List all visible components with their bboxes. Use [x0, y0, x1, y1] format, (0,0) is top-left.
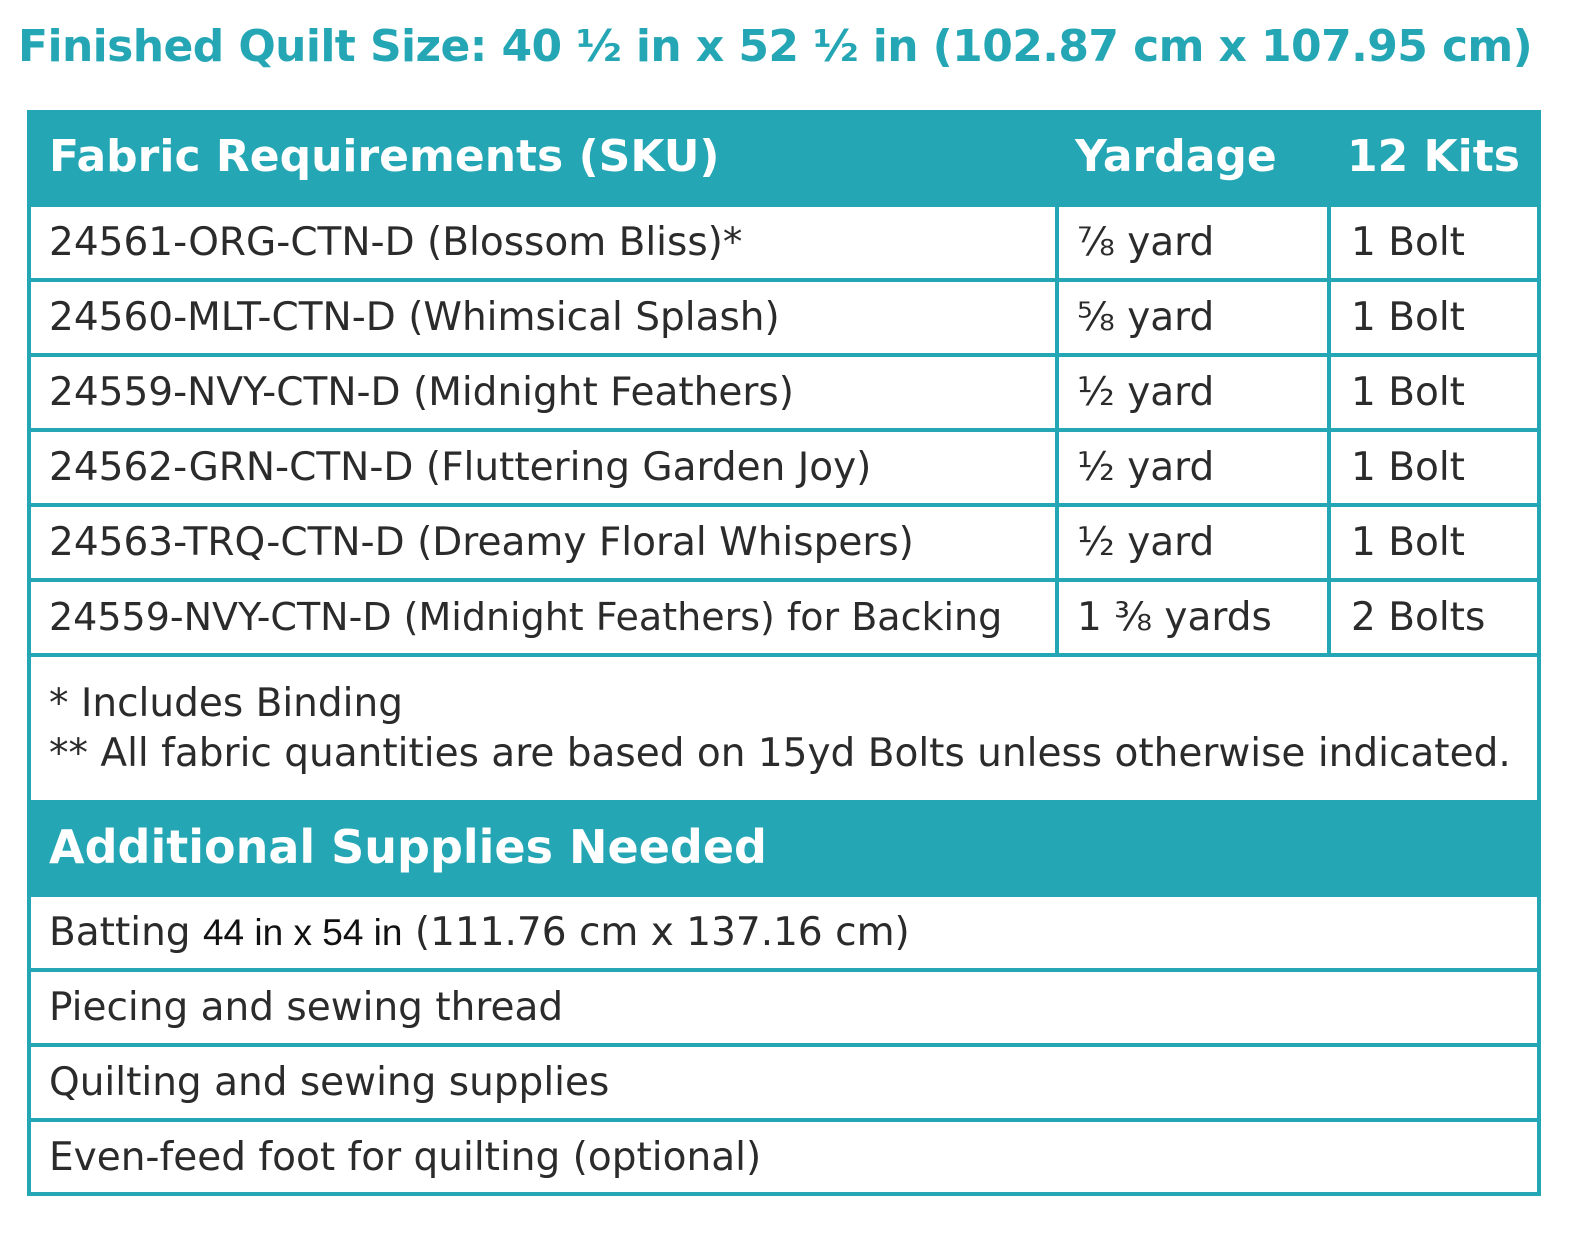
- yardage-cell: 1 ⅜ yards: [1077, 595, 1272, 640]
- supply-item: [31, 1047, 1537, 1122]
- sku-cell: 24562-GRN-CTN-D (Fluttering Garden Joy): [49, 445, 872, 490]
- table-row: [31, 357, 1537, 432]
- kits-cell: 1 Bolt: [1351, 520, 1465, 565]
- sku-cell: 24559-NVY-CTN-D (Midnight Feathers): [49, 370, 794, 415]
- table-row: [31, 282, 1537, 357]
- fabric-table-header: [31, 114, 1537, 207]
- batting-text: [49, 897, 910, 968]
- note-bolts: ** All fabric quantities are based on 15yd Bolts unless otherwise indicated.: [49, 731, 1511, 776]
- kits-cell: 1 Bolt: [1351, 370, 1465, 415]
- supplies-header: [31, 800, 1537, 897]
- supply-item: [31, 1122, 1537, 1197]
- kits-cell: 1 Bolt: [1351, 220, 1465, 265]
- kits-cell: 2 Bolts: [1351, 595, 1486, 640]
- kits-cell: 1 Bolt: [1351, 445, 1465, 490]
- batting-label: Batting: [49, 910, 203, 955]
- batting-size-in: 44 in x 54 in: [202, 912, 403, 953]
- sku-cell: 24563-TRQ-CTN-D (Dreamy Floral Whispers): [49, 520, 914, 565]
- supply-item: [31, 972, 1537, 1047]
- fabric-requirements-table: [27, 110, 1541, 1196]
- page-title: Finished Quilt Size: 40 ½ in x 52 ½ in (102.87 cm x 107.95 cm): [18, 21, 1533, 72]
- kits-cell: 1 Bolt: [1351, 295, 1465, 340]
- yardage-cell: ½ yard: [1077, 370, 1215, 415]
- supplies-title: Additional Supplies Needed: [49, 820, 767, 874]
- header-sku: Fabric Requirements (SKU): [49, 131, 720, 182]
- header-kits: 12 Kits: [1347, 131, 1520, 182]
- yardage-cell: ⅞ yard: [1077, 220, 1215, 265]
- supply-item-batting: [31, 897, 1537, 972]
- supply-item-label: Even-feed foot for quilting (optional): [49, 1135, 762, 1180]
- column-divider: [1327, 207, 1331, 657]
- sku-cell: 24559-NVY-CTN-D (Midnight Feathers) for Backing: [49, 595, 1003, 639]
- table-row: [31, 507, 1537, 582]
- sku-cell: 24561-ORG-CTN-D (Blossom Bliss)*: [49, 220, 743, 265]
- header-yardage: Yardage: [1075, 131, 1277, 182]
- yardage-cell: ½ yard: [1077, 445, 1215, 490]
- table-row: [31, 207, 1537, 282]
- column-divider: [1055, 207, 1059, 657]
- table-row: [31, 582, 1537, 657]
- table-row: [31, 432, 1537, 507]
- yardage-cell: ⅝ yard: [1077, 295, 1215, 340]
- table-notes: [31, 657, 1537, 800]
- supply-item-label: Quilting and sewing supplies: [49, 1060, 610, 1105]
- yardage-cell: ½ yard: [1077, 520, 1215, 565]
- note-binding: * Includes Binding: [49, 681, 403, 726]
- sku-cell: 24560-MLT-CTN-D (Whimsical Splash): [49, 295, 780, 340]
- batting-size-cm: (111.76 cm x 137.16 cm): [402, 910, 910, 955]
- supply-item-label: Piecing and sewing thread: [49, 985, 564, 1030]
